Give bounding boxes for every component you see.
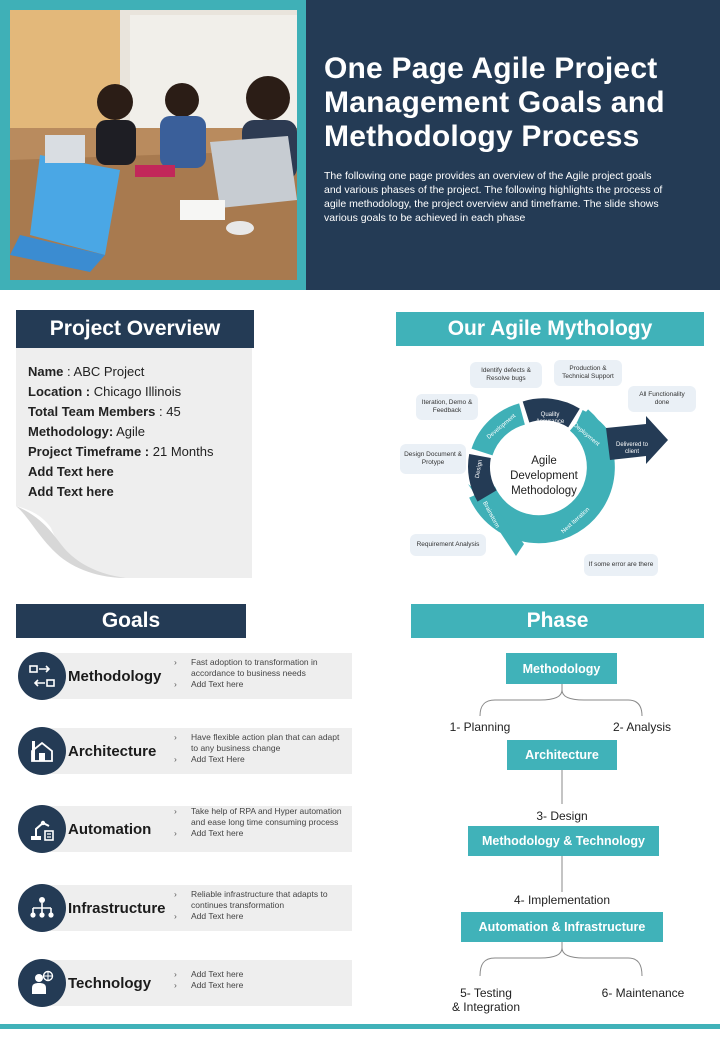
goal-point: › Add Text here bbox=[172, 980, 348, 991]
cycle-center-line: Methodology bbox=[511, 484, 577, 497]
goal-point: › Add Text here bbox=[172, 828, 348, 839]
goal-row-technology bbox=[16, 958, 352, 1008]
team-meeting-photo bbox=[10, 10, 297, 280]
bottom-divider bbox=[0, 1024, 720, 1029]
segment-label: Next Iteration bbox=[560, 506, 592, 536]
header-banner bbox=[0, 0, 720, 290]
phase-label: 1- Planning bbox=[449, 720, 511, 734]
overview-item: Add Text here bbox=[28, 464, 114, 479]
goal-points bbox=[172, 657, 348, 690]
phase-box: Methodology bbox=[506, 653, 617, 684]
network-tree-icon bbox=[18, 884, 66, 932]
phase-label bbox=[436, 986, 536, 1015]
cycle-center-line: Agile bbox=[531, 455, 557, 467]
building-icon bbox=[18, 727, 66, 775]
goal-row-architecture bbox=[16, 726, 352, 776]
goal-row-automation bbox=[16, 804, 352, 854]
photo-frame bbox=[0, 0, 306, 290]
title-line: Management Goals and bbox=[324, 85, 665, 119]
note-bubble: All Functionality done bbox=[628, 386, 696, 412]
project-overview-heading: Project Overview bbox=[16, 310, 254, 348]
overview-item: Location : Chicago Illinois bbox=[28, 384, 182, 399]
overview-item: Project Timeframe : 21 Months bbox=[28, 444, 214, 459]
goal-points bbox=[172, 806, 348, 839]
phase-label: 4- Implementation bbox=[513, 893, 611, 907]
goal-row-infrastructure bbox=[16, 883, 352, 933]
phase-label-line: & Integration bbox=[451, 1000, 521, 1015]
note-bubble: Iteration, Demo & Feedback bbox=[416, 394, 478, 420]
segment-label: Brainstorm bbox=[481, 500, 500, 530]
segment-label: Delivered to client bbox=[615, 442, 648, 456]
note-bubble: Production & Technical Support bbox=[554, 360, 622, 386]
cycle-center-line: Development bbox=[510, 469, 578, 482]
overview-list bbox=[28, 362, 250, 502]
segment-label: Design bbox=[474, 459, 484, 479]
note-bubble: Design Document & Protype bbox=[400, 444, 466, 474]
overview-item: Add Text here bbox=[28, 484, 114, 499]
segment-label: Deployment bbox=[571, 422, 601, 448]
note-bubble: Identify defects & Resolve bugs bbox=[470, 362, 542, 388]
phase-label: 3- Design bbox=[536, 809, 588, 823]
goal-point: › Have flexible action plan that can adapt to any business change bbox=[172, 732, 348, 754]
robot-arm-icon bbox=[18, 805, 66, 853]
note-bubble: Requirement Analysis bbox=[410, 534, 486, 556]
segment-label: Quality Assurance bbox=[535, 412, 565, 426]
phase-box: Architecture bbox=[507, 740, 617, 770]
phase-label: 2- Analysis bbox=[612, 720, 672, 734]
goal-points bbox=[172, 732, 348, 765]
goal-name: Automation bbox=[68, 820, 152, 838]
goal-name: Architecture bbox=[68, 742, 157, 760]
cycle-center-label bbox=[496, 454, 592, 499]
phase-box: Methodology & Technology bbox=[468, 826, 659, 856]
phase-label-line: 5- Testing bbox=[460, 986, 512, 1000]
phase-heading: Phase bbox=[411, 604, 704, 638]
user-globe-icon bbox=[18, 959, 66, 1007]
goal-point: › Reliable infrastructure that adapts to continues transformation bbox=[172, 889, 348, 911]
title-line: One Page Agile Project bbox=[324, 52, 658, 85]
overview-item: Methodology: Agile bbox=[28, 424, 146, 439]
goals-heading: Goals bbox=[16, 604, 246, 638]
goal-point: › Add Text Here bbox=[172, 754, 348, 765]
goal-point: › Add Text here bbox=[172, 911, 348, 922]
page-title bbox=[324, 52, 714, 154]
goal-point: › Fast adoption to transformation in accordance to business needs bbox=[172, 657, 348, 679]
agile-mythology-heading: Our Agile Mythology bbox=[396, 312, 704, 346]
overview-item: Name : ABC Project bbox=[28, 364, 145, 379]
goal-point: › Add Text here bbox=[172, 679, 348, 690]
overview-item: Total Team Members : 45 bbox=[28, 404, 181, 419]
agile-cycle-diagram bbox=[396, 356, 706, 582]
goal-point: › Take help of RPA and Hyper automation and ease long time consuming process bbox=[172, 806, 348, 828]
goal-name: Technology bbox=[68, 974, 152, 992]
title-line: Methodology Process bbox=[324, 119, 640, 153]
goal-name: Infrastructure bbox=[68, 899, 166, 917]
flow-arrows-icon bbox=[18, 652, 66, 700]
page-description: The following one page provides an overview of the Agile project goals and various phases of the project. The following highlights the process of agile methodology, the project overview and timeframe. The slide shows various goals to be achieved in each phase bbox=[324, 170, 663, 224]
goal-points bbox=[172, 969, 348, 991]
goal-point: › Add Text here bbox=[172, 969, 348, 980]
goal-row-methodology bbox=[16, 651, 352, 701]
phase-box: Automation & Infrastructure bbox=[461, 912, 663, 942]
goal-name: Methodology bbox=[68, 667, 162, 685]
segment-label: Development bbox=[486, 413, 518, 441]
note-bubble: If some error are there bbox=[584, 554, 658, 576]
goal-points bbox=[172, 889, 348, 922]
phase-label: 6- Maintenance bbox=[601, 986, 685, 1000]
